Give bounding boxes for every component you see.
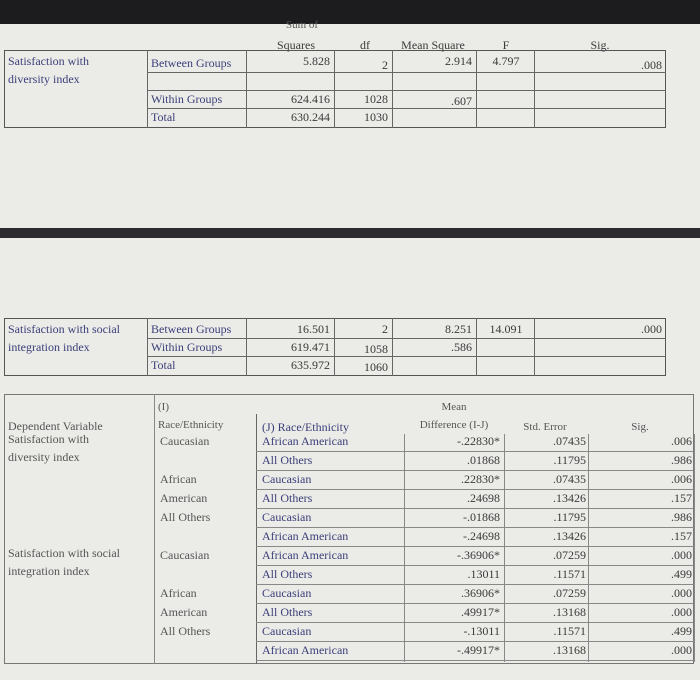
table1-row-line — [147, 72, 666, 73]
header-md-line2: Difference (I-J) — [419, 419, 489, 431]
header-i-line2: Race/Ethnicity — [158, 419, 224, 431]
cell-ms: .586 — [451, 340, 472, 354]
posthoc-cell-j: Caucasian — [262, 472, 312, 486]
cell-ss: 5.828 — [303, 54, 330, 68]
cell-df: 2 — [382, 58, 388, 72]
posthoc-cell-mean-diff: -.13011 — [463, 624, 500, 638]
header-sig: Sig. — [590, 38, 610, 52]
posthoc-cell-j: Caucasian — [262, 510, 312, 524]
posthoc-cell-std-error: .13426 — [553, 491, 586, 505]
posthoc-row-line — [256, 546, 694, 547]
posthoc-row-line — [256, 622, 694, 623]
posthoc-cell-i: African — [160, 586, 197, 600]
posthoc-cell-j: Caucasian — [262, 586, 312, 600]
posthoc-col-line — [588, 434, 589, 662]
row-label-between: Between Groups — [151, 56, 232, 70]
cell-ss: 619.471 — [291, 340, 330, 354]
posthoc-cell-j: All Others — [262, 605, 313, 619]
posthoc-cell-sig: .499 — [671, 624, 692, 638]
posthoc-cell-sig: .499 — [671, 567, 692, 581]
posthoc-cell-std-error: .13168 — [553, 605, 586, 619]
posthoc-cell-mean-diff: .01868 — [467, 453, 500, 467]
posthoc-cell-sig: .986 — [671, 510, 692, 524]
table3-col-line — [154, 394, 155, 664]
posthoc-cell-i: Caucasian — [160, 548, 210, 562]
posthoc-cell-sig: .000 — [671, 548, 692, 562]
dv-label-line2: integration index — [8, 340, 90, 354]
cell-sig: .000 — [641, 322, 662, 336]
cell-ms: 2.914 — [445, 54, 472, 68]
posthoc-dv-line1: Satisfaction with social — [8, 546, 120, 560]
posthoc-cell-sig: .157 — [671, 529, 692, 543]
posthoc-cell-std-error: .07259 — [553, 548, 586, 562]
table2-col-line — [246, 318, 247, 376]
posthoc-cell-j: African American — [262, 643, 349, 657]
cell-ss: 624.416 — [291, 92, 330, 106]
posthoc-cell-std-error: .07259 — [553, 586, 586, 600]
row-label-total: Total — [151, 358, 176, 372]
dv-label-line2: diversity index — [8, 72, 80, 86]
posthoc-cell-j: African American — [262, 548, 349, 562]
posthoc-row-line — [256, 451, 694, 452]
posthoc-cell-j: African American — [262, 529, 349, 543]
row-label-within: Within Groups — [151, 92, 223, 106]
posthoc-cell-i: African — [160, 472, 197, 486]
posthoc-cell-std-error: .13426 — [553, 529, 586, 543]
lower-sheet — [0, 238, 700, 680]
posthoc-cell-mean-diff: .13011 — [467, 567, 500, 581]
header-df: df — [360, 38, 370, 52]
header-dv: Dependent Variable — [8, 419, 103, 433]
posthoc-cell-mean-diff: -.01868 — [463, 510, 500, 524]
posthoc-cell-j: All Others — [262, 453, 313, 467]
top-dark-band — [0, 0, 700, 24]
posthoc-row-line — [256, 565, 694, 566]
cell-df: 1060 — [364, 360, 388, 374]
table1-col-line — [476, 50, 477, 128]
cell-ss: 635.972 — [291, 358, 330, 372]
table1-frame — [4, 50, 666, 128]
header-md-line1: Mean — [441, 401, 467, 413]
posthoc-row-line — [256, 527, 694, 528]
table1-col-line — [147, 50, 148, 128]
posthoc-cell-mean-diff: .36906* — [461, 586, 500, 600]
cell-ss: 630.244 — [291, 110, 330, 124]
posthoc-cell-mean-diff: .22830* — [461, 472, 500, 486]
posthoc-cell-i: All Others — [160, 624, 211, 638]
table2-row-line — [147, 338, 666, 339]
posthoc-col-line — [504, 434, 505, 662]
posthoc-col-line — [694, 434, 695, 662]
cell-sig: .008 — [641, 58, 662, 72]
posthoc-cell-j: Caucasian — [262, 624, 312, 638]
posthoc-cell-sig: .006 — [671, 434, 692, 448]
table1-col-line — [534, 50, 535, 128]
separator-band — [0, 228, 700, 238]
table1-row-line — [147, 108, 666, 109]
posthoc-cell-std-error: .07435 — [553, 472, 586, 486]
posthoc-row-line — [256, 660, 694, 661]
posthoc-cell-sig: .000 — [671, 605, 692, 619]
table1-col-line — [334, 50, 335, 128]
row-label-between: Between Groups — [151, 322, 232, 336]
table2-col-line — [334, 318, 335, 376]
cell-ss: 16.501 — [297, 322, 330, 336]
posthoc-row-line — [256, 470, 694, 471]
posthoc-cell-std-error: .11571 — [553, 567, 586, 581]
header-j: (J) Race/Ethnicity — [262, 420, 349, 434]
table1-col-line — [392, 50, 393, 128]
table2-col-line — [476, 318, 477, 376]
posthoc-cell-sig: .986 — [671, 453, 692, 467]
posthoc-row-line — [256, 641, 694, 642]
posthoc-row-line — [256, 603, 694, 604]
posthoc-cell-std-error: .07435 — [553, 434, 586, 448]
cell-df: 2 — [382, 322, 388, 336]
posthoc-cell-mean-diff: -.49917* — [457, 643, 500, 657]
posthoc-dv-line2: diversity index — [8, 450, 80, 464]
table1-col-line — [246, 50, 247, 128]
cell-df: 1028 — [364, 92, 388, 106]
posthoc-row-line — [256, 584, 694, 585]
cell-ms: 8.251 — [445, 322, 472, 336]
posthoc-cell-i: Caucasian — [160, 434, 210, 448]
posthoc-cell-std-error: .11795 — [553, 510, 586, 524]
header-i-line1: (I) — [158, 401, 169, 413]
table3-frame — [4, 394, 694, 664]
row-label-within: Within Groups — [151, 340, 223, 354]
posthoc-cell-j: All Others — [262, 567, 313, 581]
cell-f: 4.797 — [492, 54, 520, 68]
posthoc-cell-std-error: .13168 — [553, 643, 586, 657]
posthoc-cell-sig: .000 — [671, 586, 692, 600]
posthoc-cell-mean-diff: .49917* — [461, 605, 500, 619]
posthoc-dv-line1: Satisfaction with — [8, 432, 89, 446]
dv-label-line1: Satisfaction with social — [8, 322, 120, 336]
header-se: Std. Error — [523, 421, 567, 433]
header-f: F — [502, 38, 510, 52]
posthoc-col-line — [404, 434, 405, 662]
posthoc-cell-mean-diff: -.22830* — [457, 434, 500, 448]
table1-row-line — [147, 90, 666, 91]
header-mean-square: Mean Square — [401, 38, 465, 52]
table2-col-line — [534, 318, 535, 376]
posthoc-cell-i: American — [160, 491, 208, 505]
posthoc-cell-i: All Others — [160, 510, 211, 524]
dv-label-line1: Satisfaction with — [8, 54, 89, 68]
posthoc-cell-sig: .006 — [671, 472, 692, 486]
posthoc-cell-mean-diff: -.24698 — [463, 529, 500, 543]
cell-df: 1058 — [364, 342, 388, 356]
cell-df: 1030 — [364, 110, 388, 124]
anova-table-diversity — [0, 19, 700, 228]
table2-col-line — [392, 318, 393, 376]
row-label-total: Total — [151, 110, 176, 124]
posthoc-cell-std-error: .11571 — [553, 624, 586, 638]
posthoc-row-line — [256, 489, 694, 490]
cell-ms: .607 — [451, 94, 472, 108]
posthoc-cell-std-error: .11795 — [553, 453, 586, 467]
posthoc-cell-mean-diff: .24698 — [467, 491, 500, 505]
posthoc-cell-sig: .157 — [671, 491, 692, 505]
posthoc-row-line — [256, 508, 694, 509]
table2-col-line — [147, 318, 148, 376]
table2-row-line — [147, 356, 666, 357]
posthoc-dv-line2: integration index — [8, 564, 90, 578]
posthoc-cell-i: American — [160, 605, 208, 619]
header-squares: Squares — [277, 38, 315, 52]
posthoc-cell-j: African American — [262, 434, 349, 448]
cell-f: 14.091 — [489, 322, 523, 336]
posthoc-cell-j: All Others — [262, 491, 313, 505]
header-sig: Sig. — [631, 421, 649, 433]
posthoc-cell-sig: .000 — [671, 643, 692, 657]
posthoc-cell-mean-diff: -.36906* — [457, 548, 500, 562]
header-sum-of: Sum of — [285, 19, 319, 31]
